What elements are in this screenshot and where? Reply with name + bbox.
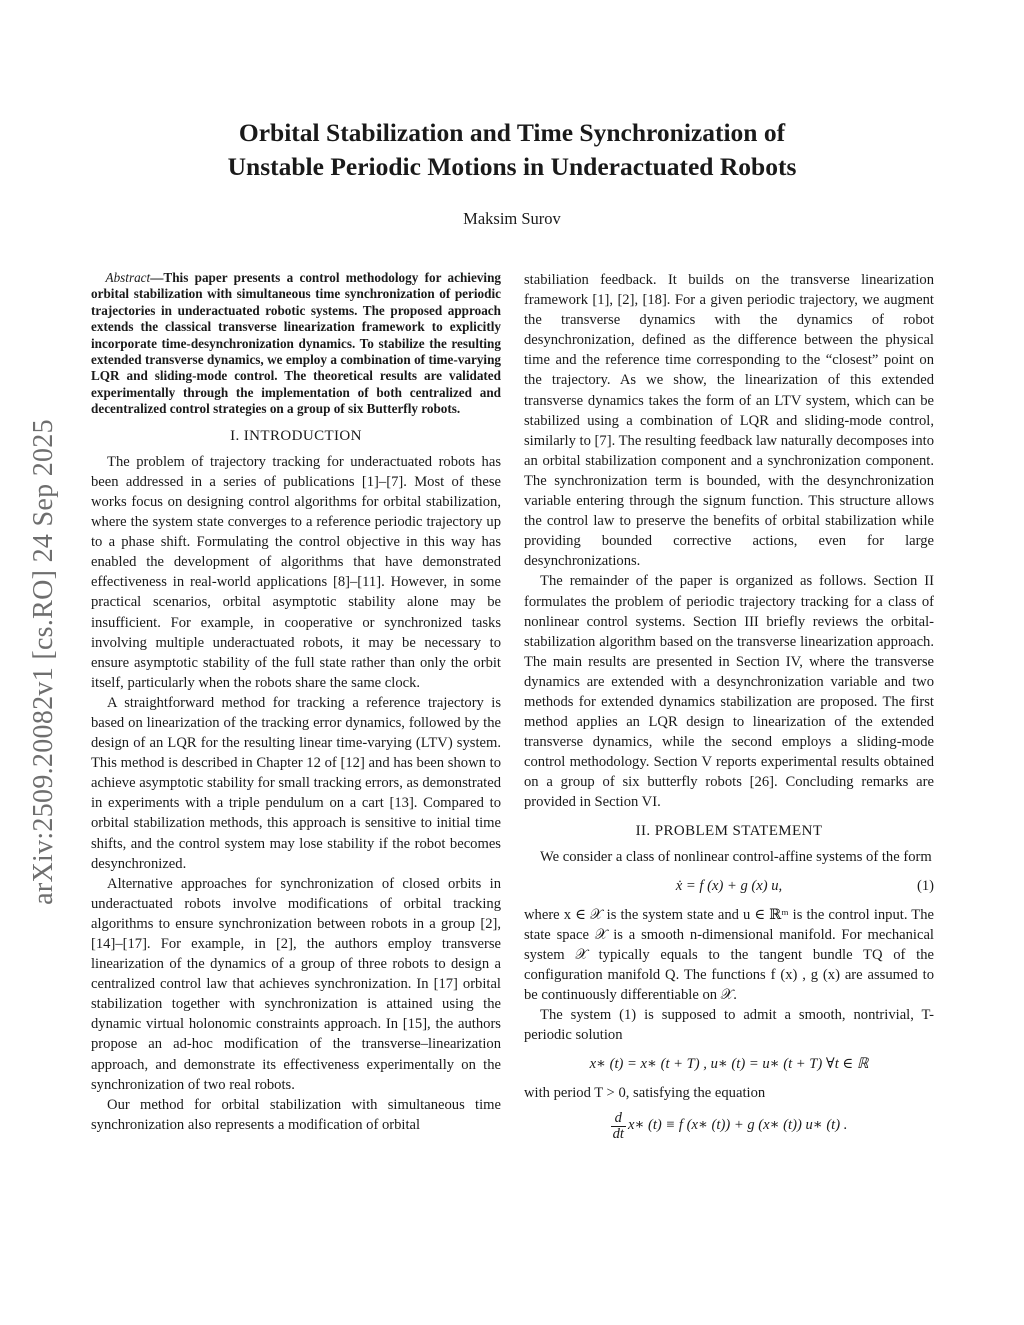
abstract-label: Abstract xyxy=(105,270,151,285)
equation-1 xyxy=(524,867,934,905)
intro-paragraph-5: stabiliation feedback. It builds on the transverse linearization framework [1], [2], [18]. For a given periodic trajectory, we augment the transverse dynamics with the dynamics of robot desynchronization, defined as the difference between the physical time and the reference time corresponding to the “closest” point on the trajectory. As we show, the linearization of this extended transverse dynamics takes the form of an LTV system, which can be stabilized using a combination of LQR and sliding-mode control, similarly to [7]. The resulting feedback law naturally decomposes into an orbital stabilization component and a synchronization component. The synchronization term is bounded, with the desynchronization variable entering through the signum function. This structure allows the control law to preserve the benefits of orbital stabilization while providing bounded corrective actions, even for large desynchronizations. xyxy=(524,272,934,570)
problem-paragraph-4: with period T > 0, satisfying the equation xyxy=(524,1085,766,1102)
intro-paragraph-3: Alternative approaches for synchronization of closed orbits in underactuated robots involve modifications of orbital tracking algorithms to ensure synchronization between robots in a group [2], [14]–[17]. For example, in [2], the authors employ transverse linearization of the dynamics of a group of three robots to design a centralized control law that achieves synchronization. In [17] orbital stabilization together with synchronization is attained using the dynamic virtual holonomic constraints approach. In [15], the authors propose an ad-hoc modification of the transverse–linearization approach, and demonstrate its effectiveness experimentally on the synchronization of two real robots. xyxy=(91,875,501,1093)
abstract-text: This paper presents a control methodology for achieving orbital stabilization with simultaneous time synchronization of periodic trajectories in underactuated robotic systems. The proposed approach extends the classical transverse linearization framework to explicitly incorporate time-desynchronization dynamics. To stabilize the resulting extended transverse dynamics, we employ a combination of time-varying LQR and sliding-mode control. The theoretical results are validated experimentally through the implementation of both centralized and decentralized control strategies on a group of six Butterfly robots. xyxy=(91,270,501,417)
problem-paragraph-2: where x ∈ 𝒳 is the system state and u ∈ ℝᵐ is the control input. The state space 𝒳 is a smooth n-dimensional manifold. For mechanical system 𝒳 typically equals to the tangent bundle TQ of the configuration manifold Q. The functions f (x) , g (x) are assumed to be continuously differentiable on 𝒳. xyxy=(524,906,934,1004)
equation-periodic-solution xyxy=(524,1045,934,1083)
title-line-1: Orbital Stabilization and Time Synchronization of xyxy=(238,118,786,147)
author-name: Maksim Surov xyxy=(463,209,561,228)
section-heading-problem-statement: II. PROBLEM STATEMENT xyxy=(635,822,823,839)
problem-paragraph-3: The system (1) is supposed to admit a smooth, nontrivial, T-periodic solution xyxy=(524,1007,934,1044)
equation-1-body: ẋ = f (x) + g (x) u, xyxy=(675,877,783,894)
arxiv-stamp xyxy=(24,372,64,952)
paper-title xyxy=(0,116,1024,184)
intro-paragraph-1: The problem of trajectory tracking for underactuated robots has been addressed in a series of publications [1]–[7]. Most of these works focus on designing control algorithms for orbital stabilization, where the system state converges to a reference periodic trajectory up to a phase shift. Formulating the control objective in this way has enabled the development of algorithms that have demonstrated effectiveness in real-world applications [8]–[11]. However, in some practical scenarios, orbital asymptotic stability alone may be insufficient. For example, in cooperative or synchronized tasks involving multiple underactuated robots, it may be necessary to ensure asymptotic stability of the full state rather than only the orbit itself, particularly when the robots share the same clock. xyxy=(91,453,501,691)
equation-1-number: (1) xyxy=(916,877,934,894)
intro-paragraph-2: A straightforward method for tracking a reference trajectory is based on linearization of the tracking error dynamics, followed by the design of an LQR for the resulting linear time-varying (LTV) system. This method is described in Chapter 12 of [12] and has been shown to achieve asymptotic stability for small tracking errors, as demonstrated in experiments with a triple pendulum on a cart [13]. Compared to orbital stabilization methods, this approach is sensitive to initial time shifts, and the control system may lose stability if the robot becomes desynchronized. xyxy=(91,694,501,872)
abstract xyxy=(91,270,501,418)
problem-paragraph-1: We consider a class of nonlinear control-affine systems of the form xyxy=(540,848,932,865)
derivative-numerator: d xyxy=(611,1111,626,1127)
intro-paragraph-6: The remainder of the paper is organized as follows. Section II formulates the problem of periodic trajectory tracking for a class of nonlinear control systems. Section III briefly reviews the orbital-stabilization algorithm based on the transverse linearization approach. The main results are presented in Section IV, where the transverse dynamics are extended with a desynchronization variable and two methods for extended dynamics stabilization are proposed. The first method applies an LQR design to linearization of the extended transverse dynamics, while the second employs a sliding-mode control methodology. Section V reports experimental results obtained on a group of six butterfly robots [26]. Concluding remarks are provided in Section VI. xyxy=(524,573,934,811)
arxiv-stamp-text: arXiv:2509.20082v1 [cs.RO] 24 Sep 2025 xyxy=(28,419,59,905)
equation-periodic-solution-body: x∗ (t) = x∗ (t + T) , u∗ (t) = u∗ (t + T) ∀t ∈ ℝ xyxy=(589,1056,869,1073)
abstract-dash: — xyxy=(150,270,164,285)
section-heading-introduction: I. INTRODUCTION xyxy=(230,427,362,444)
equation-trajectory xyxy=(524,1103,934,1147)
intro-paragraph-4: Our method for orbital stabilization with simultaneous time synchronization also represents a modification of orbital xyxy=(91,1096,501,1133)
title-line-2: Unstable Periodic Motions in Underactuated Robots xyxy=(227,152,797,181)
derivative-denominator: dt xyxy=(612,1125,624,1142)
left-column xyxy=(91,270,501,1135)
derivative-fraction xyxy=(611,1111,626,1142)
equation-trajectory-body: x∗ (t) ≡ f (x∗ (t)) + g (x∗ (t)) u∗ (t) . xyxy=(627,1117,848,1134)
right-column xyxy=(524,270,934,1147)
